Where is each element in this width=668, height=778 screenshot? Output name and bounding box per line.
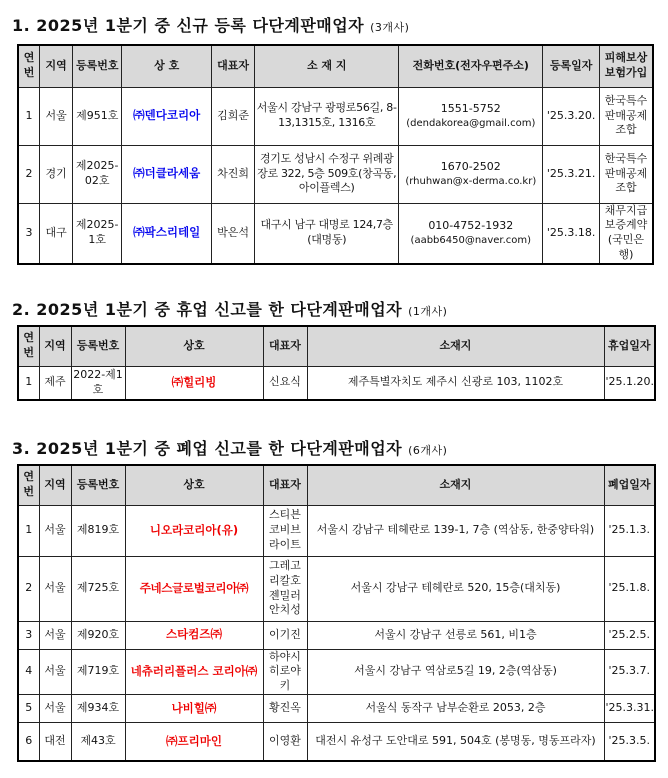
- cell-reg-no: 제951호: [73, 87, 122, 145]
- closure-table: [17, 464, 656, 762]
- cell-rep: 이기진: [263, 621, 307, 649]
- suspension-table: [17, 325, 656, 401]
- header-num: 연번: [18, 465, 39, 505]
- email-address: (rhuhwan@x-derma.co.kr): [405, 175, 537, 187]
- cell-date: '25.1.20.: [604, 366, 655, 400]
- cell-company: ㈜프리마인: [125, 723, 263, 761]
- cell-company: 스타컴즈㈜: [125, 621, 263, 649]
- cell-num: 1: [18, 366, 39, 400]
- cell-num: 1: [18, 505, 39, 556]
- cell-date: '25.3.7.: [604, 649, 655, 695]
- table-row: [18, 621, 655, 649]
- header-contact: 전화번호(전자우편주소): [399, 45, 543, 87]
- phone-number: 1670-2502: [440, 159, 501, 173]
- table-header-row: [18, 465, 655, 505]
- cell-reg-no: 제725호: [71, 556, 125, 621]
- cell-reg-no: 제2025-02호: [73, 145, 122, 203]
- table-row: [18, 505, 655, 556]
- cell-address: 서울시 강남구 광평로56길, 8-13,1315호, 1316호: [255, 87, 399, 145]
- section-3-title: [12, 436, 447, 459]
- cell-rep: 김희준: [211, 87, 254, 145]
- cell-region: 대구: [40, 203, 73, 264]
- header-reg-no: 등록번호: [71, 326, 125, 366]
- cell-contact: [399, 203, 543, 264]
- section-1-title: [12, 13, 409, 36]
- cell-rep: 신요식: [263, 366, 307, 400]
- cell-region: 서울: [39, 556, 71, 621]
- table-row: [18, 695, 655, 723]
- header-reg-no: 등록번호: [73, 45, 122, 87]
- cell-rep: 그레고리칼호젠밀러 안치성: [263, 556, 307, 621]
- section-2-title: [12, 297, 447, 320]
- section-count: (6개사): [408, 444, 448, 457]
- cell-num: 4: [18, 649, 39, 695]
- cell-company: ㈜더클라세움: [122, 145, 212, 203]
- cell-company: ㈜팍스리테일: [122, 203, 212, 264]
- section-title-text: 1. 2025년 1분기 중 신규 등록 다단계판매업자: [12, 16, 365, 35]
- section-count: (3개사): [370, 21, 410, 34]
- cell-contact: [399, 145, 543, 203]
- header-address: 소재지: [307, 326, 604, 366]
- cell-company: 네츄러리플러스 코리아㈜: [125, 649, 263, 695]
- section-title-text: 3. 2025년 1분기 중 폐업 신고를 한 다단계판매업자: [12, 439, 403, 458]
- cell-date: '25.1.3.: [604, 505, 655, 556]
- cell-reg-no: 제719호: [71, 649, 125, 695]
- cell-rep: 박은석: [211, 203, 254, 264]
- cell-rep: 하야시 히로야키: [263, 649, 307, 695]
- cell-address: 서울시 강남구 테헤란로 139-1, 7층 (역삼동, 한중양타워): [307, 505, 604, 556]
- header-num: 연번: [18, 326, 39, 366]
- cell-region: 서울: [39, 505, 71, 556]
- header-company: 상 호: [122, 45, 212, 87]
- cell-address: 서울식 동작구 남부순환로 2053, 2층: [307, 695, 604, 723]
- header-address: 소재지: [307, 465, 604, 505]
- cell-date: '25.3.20.: [543, 87, 600, 145]
- cell-company: 주네스글로벌코리아㈜: [125, 556, 263, 621]
- header-date: 등록일자: [543, 45, 600, 87]
- header-date: 폐업일자: [604, 465, 655, 505]
- header-rep: 대표자: [263, 326, 307, 366]
- cell-num: 6: [18, 723, 39, 761]
- cell-date: '25.2.5.: [604, 621, 655, 649]
- cell-reg-no: 제920호: [71, 621, 125, 649]
- cell-num: 1: [18, 87, 40, 145]
- cell-address: 경기도 성남시 수정구 위례광장로 322, 5층 509호(창곡동, 아이플렉스): [255, 145, 399, 203]
- cell-address: 서울시 강남구 테헤란로 520, 15층(대치동): [307, 556, 604, 621]
- cell-region: 서울: [40, 87, 73, 145]
- cell-date: '25.3.5.: [604, 723, 655, 761]
- cell-rep: 황진옥: [263, 695, 307, 723]
- cell-date: '25.3.18.: [543, 203, 600, 264]
- new-registrations-table: [17, 44, 654, 265]
- cell-reg-no: 제819호: [71, 505, 125, 556]
- cell-reg-no: 제934호: [71, 695, 125, 723]
- table-row: [18, 366, 655, 400]
- cell-address: 서울시 강남구 선릉로 561, 비1층: [307, 621, 604, 649]
- cell-num: 3: [18, 621, 39, 649]
- header-num: 연번: [18, 45, 40, 87]
- cell-num: 2: [18, 145, 40, 203]
- cell-reg-no: 제2025-1호: [73, 203, 122, 264]
- cell-address: 대전시 유성구 도안대로 591, 504호 (봉명동, 명동프라자): [307, 723, 604, 761]
- header-address: 소 재 지: [255, 45, 399, 87]
- cell-company: ㈜힐리빙: [125, 366, 263, 400]
- cell-region: 서울: [39, 649, 71, 695]
- cell-company: 나비힐㈜: [125, 695, 263, 723]
- cell-rep: 이영환: [263, 723, 307, 761]
- header-company: 상호: [125, 326, 263, 366]
- cell-reg-no: 제43호: [71, 723, 125, 761]
- section-count: (1개사): [408, 305, 448, 318]
- table-row: [18, 723, 655, 761]
- section-title-text: 2. 2025년 1분기 중 휴업 신고를 한 다단계판매업자: [12, 300, 403, 319]
- cell-company: ㈜덴다코리아: [122, 87, 212, 145]
- header-company: 상호: [125, 465, 263, 505]
- cell-region: 서울: [39, 695, 71, 723]
- table-row: [18, 145, 653, 203]
- cell-address: 서울시 강남구 역삼로5길 19, 2층(역삼동): [307, 649, 604, 695]
- table-row: [18, 87, 653, 145]
- cell-reg-no: 2022-제1호: [71, 366, 125, 400]
- cell-date: '25.1.8.: [604, 556, 655, 621]
- table-header-row: [18, 326, 655, 366]
- header-region: 지역: [40, 45, 73, 87]
- header-reg-no: 등록번호: [71, 465, 125, 505]
- email-address: (aabb6450@naver.com): [410, 234, 532, 246]
- cell-rep: 차진희: [211, 145, 254, 203]
- cell-rep: 스티븐 코비브 라이트: [263, 505, 307, 556]
- phone-number: 010-4752-1932: [428, 219, 514, 233]
- table-row: [18, 649, 655, 695]
- cell-date: '25.3.21.: [543, 145, 600, 203]
- cell-address: 대구시 남구 대명로 124,7층(대명동): [255, 203, 399, 264]
- cell-region: 경기: [40, 145, 73, 203]
- cell-num: 2: [18, 556, 39, 621]
- header-region: 지역: [39, 465, 71, 505]
- cell-region: 서울: [39, 621, 71, 649]
- table-row: [18, 203, 653, 264]
- cell-num: 5: [18, 695, 39, 723]
- cell-region: 대전: [39, 723, 71, 761]
- cell-region: 제주: [39, 366, 71, 400]
- cell-insurance: 한국특수판매공제조합: [599, 145, 653, 203]
- cell-date: '25.3.31.: [604, 695, 655, 723]
- cell-insurance: 한국특수판매공제조합: [599, 87, 653, 145]
- header-rep: 대표자: [263, 465, 307, 505]
- email-address: (dendakorea@gmail.com): [406, 117, 536, 129]
- header-region: 지역: [39, 326, 71, 366]
- header-rep: 대표자: [211, 45, 254, 87]
- cell-contact: [399, 87, 543, 145]
- cell-num: 3: [18, 203, 40, 264]
- cell-address: 제주특별자치도 제주시 신광로 103, 1102호: [307, 366, 604, 400]
- table-row: [18, 556, 655, 621]
- phone-number: 1551-5752: [440, 101, 501, 115]
- cell-insurance: 채무지급보증계약(국민은행): [599, 203, 653, 264]
- table-header-row: [18, 45, 653, 87]
- header-insurance: 피해보상보험가입: [599, 45, 653, 87]
- header-date: 휴업일자: [604, 326, 655, 366]
- cell-company: 니오라코리아(유): [125, 505, 263, 556]
